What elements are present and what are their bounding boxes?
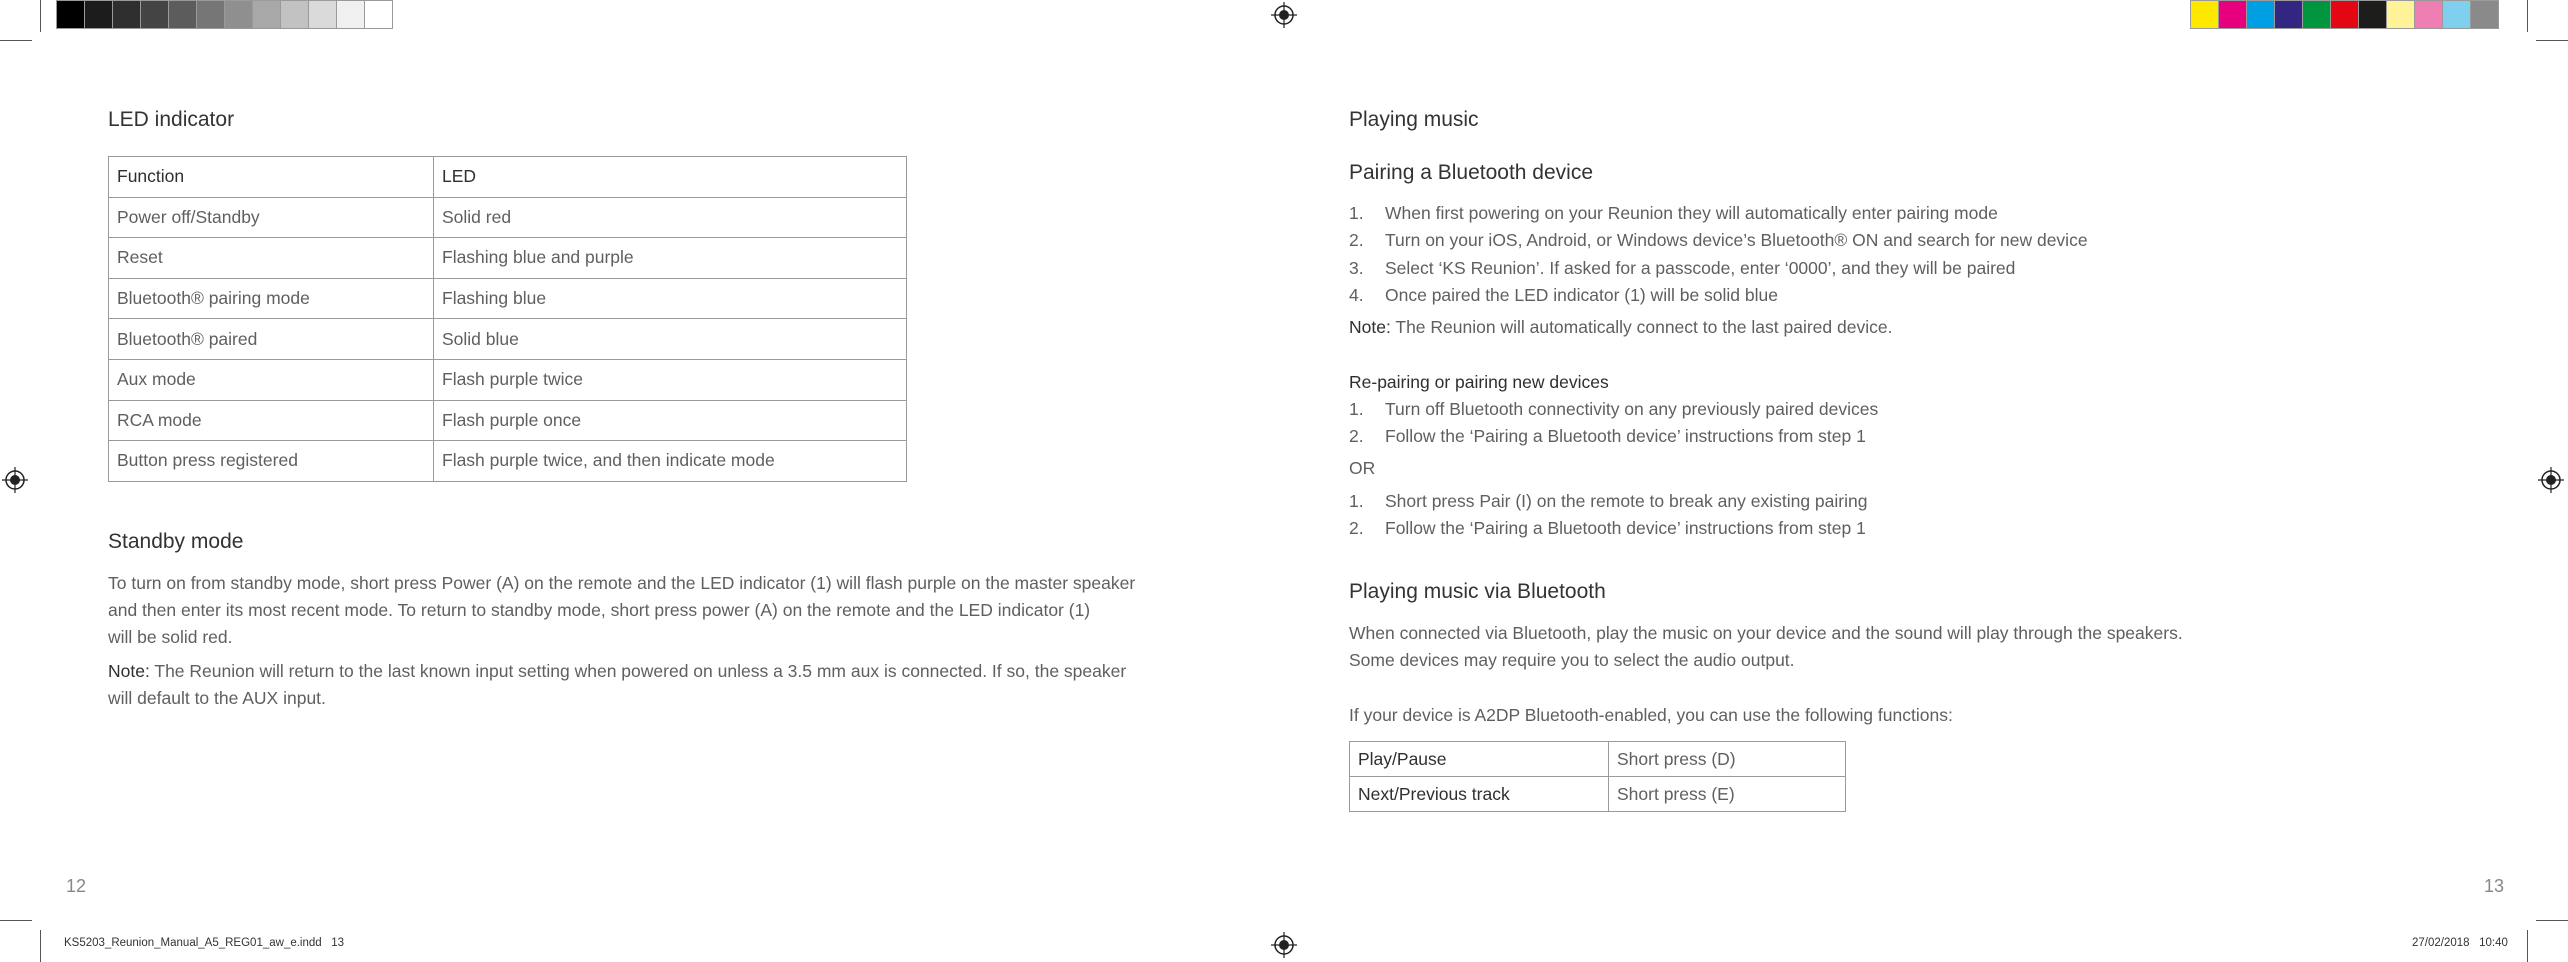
crop-mark [0,40,32,41]
color-swatch [252,0,281,29]
page-number-right: 13 [2484,876,2505,896]
color-swatch [224,0,253,29]
registration-mark-icon [1271,932,1297,958]
bluetooth-line: Some devices may require you to select the audio output. [1349,650,1795,670]
color-swatch [308,0,337,29]
or-separator: OR [1349,458,1376,478]
a2dp-paragraph: If your device is A2DP Bluetooth-enabled, you can use the following functions: [1349,705,1953,725]
list-item [1349,515,1867,542]
slug-file-name: KS5203_Reunion_Manual_A5_REG01_aw_e.indd 13 [64,937,345,949]
crop-mark [2527,930,2528,962]
standby-mode-heading: Standby mode [108,530,244,553]
table-cell: Play/Pause [1350,742,1609,777]
crop-mark [2536,920,2568,921]
step-text: Follow the ‘Pairing a Bluetooth device’ instructions from step 1 [1385,426,1866,447]
table-row [109,400,907,441]
bluetooth-heading: Playing music via Bluetooth [1349,580,1606,603]
table-row [109,319,907,360]
crop-mark [0,920,32,921]
list-item [1349,255,2088,282]
step-number: 1. [1349,399,1364,419]
table-header-cell: LED [434,157,907,198]
pairing-note [1349,314,1892,341]
table-row [1350,777,1846,812]
table-cell: Bluetooth® pairing mode [109,278,434,319]
step-text: Turn off Bluetooth connectivity on any previously paired devices [1385,399,1879,419]
table-cell: Solid red [434,197,907,238]
note-text: will default to the AUX input. [108,688,326,708]
step-text: Short press Pair (I) on the remote to break any existing pairing [1385,491,1868,511]
crop-mark [40,0,41,32]
table-cell: Flash purple once [434,400,907,441]
color-swatch [196,0,225,29]
list-item [1349,396,1878,423]
table-cell: Reset [109,238,434,279]
color-swatch [56,0,85,29]
note-text: The Reunion will return to the last known input setting when powered on unless a 3.5 mm aux is connected. If so, the speaker [149,661,1127,681]
registration-mark-icon [2,467,28,493]
list-item [1349,423,1878,450]
standby-paragraph [108,570,1135,651]
color-swatch [2274,0,2303,29]
color-swatch [2414,0,2443,29]
crop-mark [2536,40,2568,41]
table-row [109,441,907,482]
step-number: 2. [1349,426,1364,447]
standby-line: and then enter its most recent mode. To return to standby mode, short press power (A) on the remote and the LED indicator (1) [108,600,1091,620]
standby-line: will be solid red. [108,627,233,647]
color-swatch [2358,0,2387,29]
table-cell: RCA mode [109,400,434,441]
color-swatch [168,0,197,29]
list-item [1349,227,2088,254]
function-table [1349,741,1846,812]
crop-mark [2527,0,2528,32]
note-label: Note: [108,661,150,681]
table-cell: Short press (D) [1609,742,1846,777]
pairing-heading: Pairing a Bluetooth device [1349,161,1593,184]
color-swatch [364,0,393,29]
list-item [1349,200,2088,227]
table-cell: Flashing blue and purple [434,238,907,279]
repair-steps-list [1349,396,1878,451]
step-text: Select ‘KS Reunion’. If asked for a passcode, enter ‘0000’, and they will be paired [1385,257,2016,278]
repair-heading: Re-pairing or pairing new devices [1349,372,1609,392]
color-swatch [84,0,113,29]
step-number: 1. [1349,203,1364,223]
color-swatch [2330,0,2359,29]
led-indicator-heading: LED indicator [108,108,235,131]
table-cell: Button press registered [109,441,434,482]
color-swatch [2246,0,2275,29]
step-number: 1. [1349,491,1364,511]
page-number-left: 12 [66,876,87,896]
color-swatch [280,0,309,29]
color-swatch [2218,0,2247,29]
step-number: 2. [1349,518,1364,539]
color-swatch [112,0,141,29]
table-cell: Power off/Standby [109,197,434,238]
list-item [1349,488,1867,515]
table-cell: Short press (E) [1609,777,1846,812]
table-cell: Next/Previous track [1350,777,1609,812]
table-row [109,197,907,238]
note-text: The Reunion will automatically connect to the last paired device. [1390,317,1893,337]
table-header-row [109,157,907,198]
registration-mark-icon [1271,2,1297,28]
bluetooth-paragraph [1349,620,2183,674]
step-number: 4. [1349,284,1364,305]
color-swatch [2442,0,2471,29]
pairing-steps-list [1349,200,2088,309]
table-cell: Flashing blue [434,278,907,319]
color-swatch [2190,0,2219,29]
crop-mark [40,930,41,962]
table-row [1350,742,1846,777]
slug-date: 27/02/2018 10:40 [2412,937,2508,949]
grayscale-color-bar [56,0,392,30]
table-cell: Flash purple twice [434,359,907,400]
table-cell: Flash purple twice, and then indicate mode [434,441,907,482]
table-cell: Solid blue [434,319,907,360]
led-indicator-table [108,156,907,482]
color-swatch [2470,0,2499,29]
playing-music-heading: Playing music [1349,108,1479,131]
or-steps-list [1349,488,1867,543]
bluetooth-line: When connected via Bluetooth, play the music on your device and the sound will play through the speakers. [1349,623,2183,643]
standby-note [108,658,1126,712]
step-text: When first powering on your Reunion they will automatically enter pairing mode [1385,203,1998,223]
list-item [1349,282,2088,309]
step-number: 3. [1349,257,1364,278]
step-number: 2. [1349,230,1364,251]
table-row [109,238,907,279]
cmyk-color-bar [2190,0,2498,30]
step-text: Follow the ‘Pairing a Bluetooth device’ instructions from step 1 [1385,518,1866,539]
color-swatch [336,0,365,29]
note-label: Note: [1349,317,1391,337]
table-row [109,278,907,319]
registration-mark-icon [2538,467,2564,493]
table-cell: Aux mode [109,359,434,400]
step-text: Turn on your iOS, Android, or Windows device’s Bluetooth® ON and search for new device [1385,230,2088,251]
table-cell: Bluetooth® paired [109,319,434,360]
color-swatch [2302,0,2331,29]
step-text: Once paired the LED indicator (1) will be solid blue [1385,284,1778,305]
standby-line: To turn on from standby mode, short press Power (A) on the remote and the LED indicator (1) will flash purple on the master speaker [108,573,1136,593]
table-row [109,359,907,400]
color-swatch [2386,0,2415,29]
table-header-cell: Function [109,157,434,198]
color-swatch [140,0,169,29]
